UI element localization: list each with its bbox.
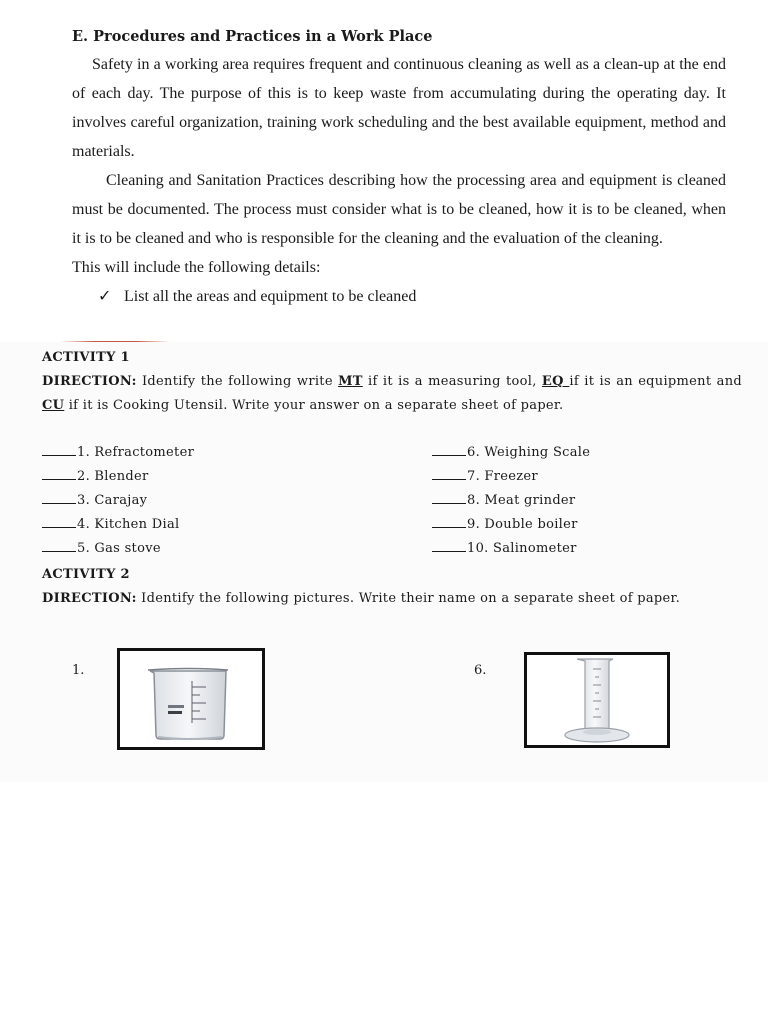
mt-code: MT (338, 374, 363, 389)
list-item[interactable]: 8. Meat grinder (432, 491, 575, 511)
paragraph-sanitation: Cleaning and Sanitation Practices describing how the processing area and equipment is cleaned must be documented. The process must consider what is to be cleaned, how it is to be cleaned, when it is to be cleaned and who is responsible for the cleaning and the evaluation of the cleaning. (72, 172, 726, 247)
graduated-cylinder-icon (527, 655, 667, 745)
answer-blank[interactable] (42, 515, 76, 528)
direction-label: DIRECTION: (42, 374, 137, 389)
paragraph-safety: Safety in a working area requires frequent and continuous cleaning as well as a clean-up at the end of each day. The purpose of this is to keep waste from accumulating during the operating day. It involves careful organization, training work scheduling and the best available equipment, method and materials. (72, 56, 726, 160)
eq-code: EQ (541, 374, 570, 389)
answer-blank[interactable] (42, 539, 76, 552)
list-item[interactable]: 10. Salinometer (432, 539, 577, 559)
answer-blank[interactable] (432, 467, 466, 480)
section-title: E. Procedures and Practices in a Work Place (72, 28, 433, 45)
list-item[interactable]: 3. Carajay (42, 491, 147, 511)
list-item[interactable]: 1. Refractometer (42, 443, 194, 463)
list-item[interactable]: 7. Freezer (432, 467, 538, 487)
checklist-item (72, 282, 726, 311)
list-item[interactable]: 6. Weighing Scale (432, 443, 590, 463)
checklist-item-text: List all the areas and equipment to be cleaned (124, 288, 417, 305)
list-item[interactable]: 4. Kitchen Dial (42, 515, 179, 535)
activity1-block (42, 346, 742, 418)
section-e (72, 24, 726, 311)
cu-code: CU (42, 398, 65, 413)
activity2-block (42, 563, 742, 611)
picture2-number: 6. (474, 663, 487, 678)
checkmark-icon: ✓ (98, 288, 112, 305)
answer-blank[interactable] (42, 443, 76, 456)
answer-blank[interactable] (42, 467, 76, 480)
picture2-frame (524, 652, 670, 748)
activity1-direction: DIRECTION: Identify the following write MT if it is a measuring tool, EQ if it is an equipment and CU if it is Cooking Utensil. Write your answer on a separate sheet of paper. (42, 374, 742, 413)
details-intro: This will include the following details: (72, 259, 321, 276)
picture1-number: 1. (72, 663, 85, 678)
answer-blank[interactable] (432, 539, 466, 552)
direction-label: DIRECTION: (42, 591, 137, 606)
answer-blank[interactable] (432, 443, 466, 456)
picture1-frame (117, 648, 265, 750)
answer-blank[interactable] (42, 491, 76, 504)
list-item[interactable]: 9. Double boiler (432, 515, 578, 535)
activity2-title: ACTIVITY 2 (42, 567, 130, 582)
list-item[interactable]: 2. Blender (42, 467, 149, 487)
answer-blank[interactable] (432, 515, 466, 528)
beaker-icon (120, 651, 262, 747)
answer-blank[interactable] (432, 491, 466, 504)
activity1-title: ACTIVITY 1 (42, 350, 130, 365)
activity2-direction: DIRECTION: Identify the following pictures. Write their name on a separate sheet of paper. (42, 591, 681, 606)
list-item[interactable]: 5. Gas stove (42, 539, 161, 559)
